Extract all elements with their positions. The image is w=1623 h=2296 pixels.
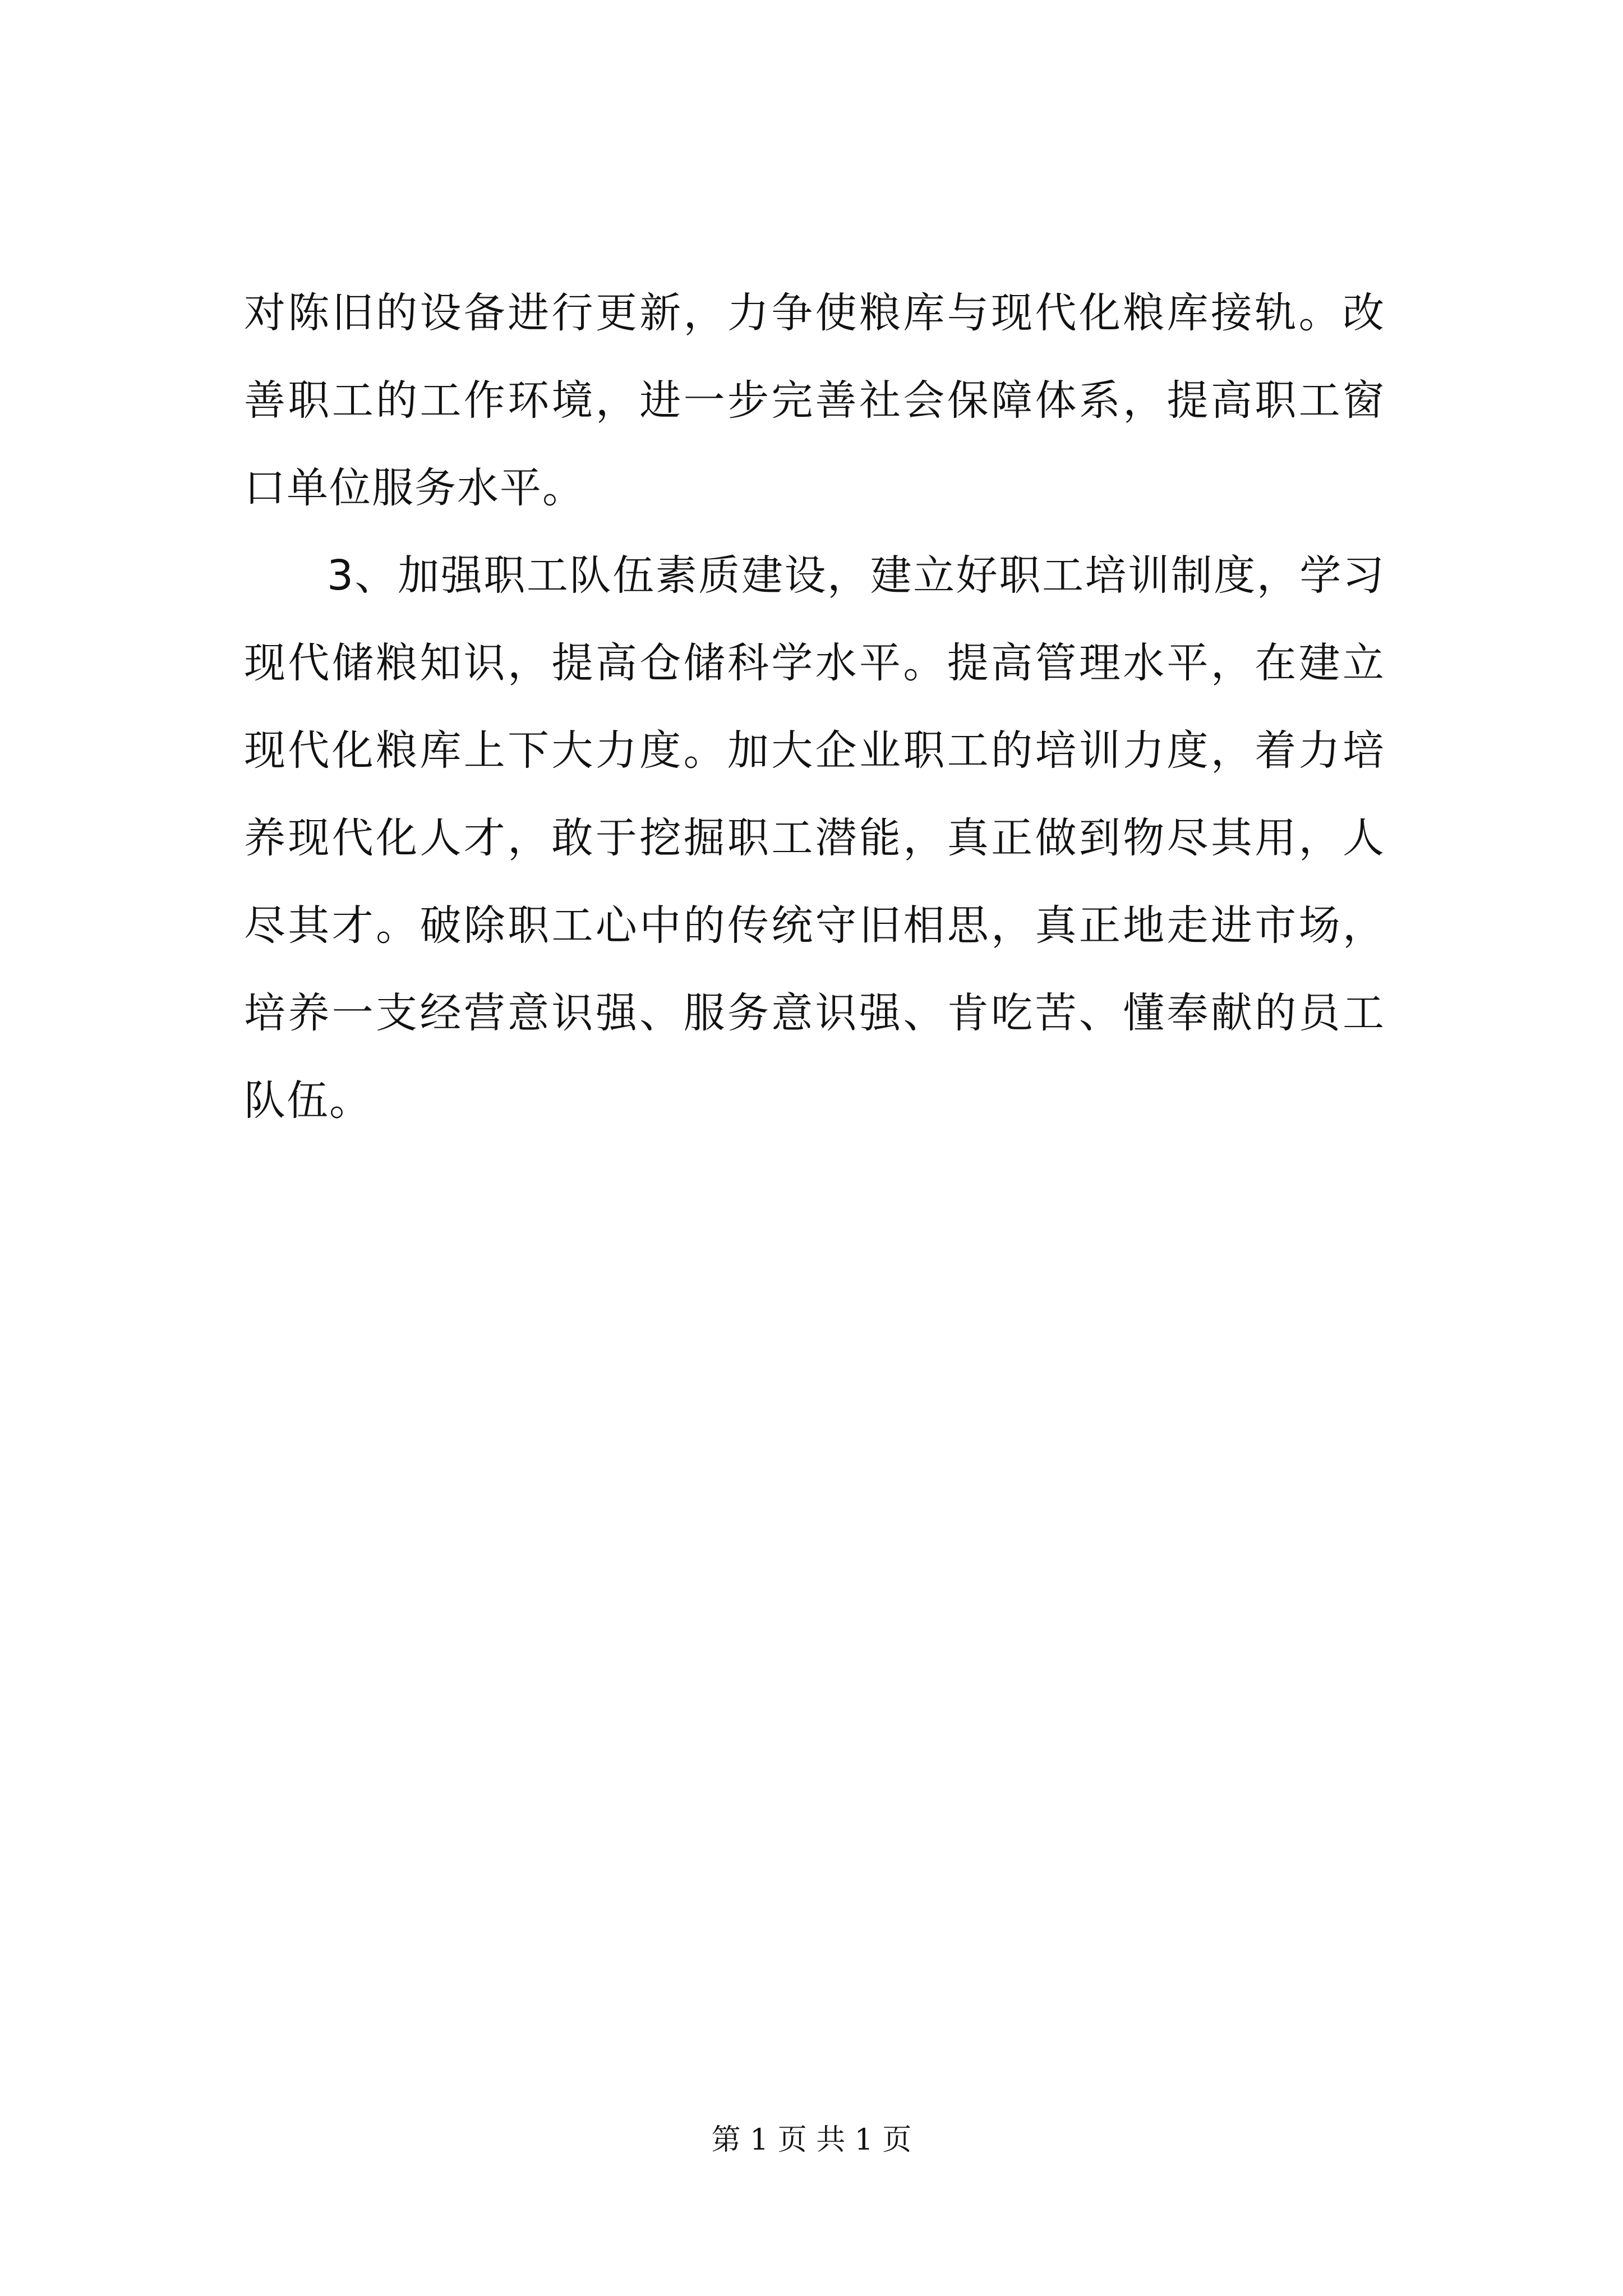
paragraph-item-3: 3、加强职工队伍素质建设，建立好职工培训制度，学习现代储粮知识，提高仓储科学水平。提高管理水平，在建立现代化粮库上下大力度。加大企业职工的培训力度，着力培养现代化人才，敢于挖掘职工潜能，真正做到物尽其用，人尽其才。破除职工心中的传统守旧相思，真正地走进市场，培养一支经营意识强、服务意识强、肯吃苦、懂奉献的员工队伍。: [244, 551, 1385, 1125]
document-body: [244, 269, 1385, 1144]
paragraph-continuation: 对陈旧的设备进行更新，力争使粮库与现代化粮库接轨。改善职工的工作环境，进一步完善社会保障体系，提高职工窗口单位服务水平。: [244, 289, 1385, 512]
page-footer: 第 1 页 共 1 页: [711, 2123, 912, 2157]
